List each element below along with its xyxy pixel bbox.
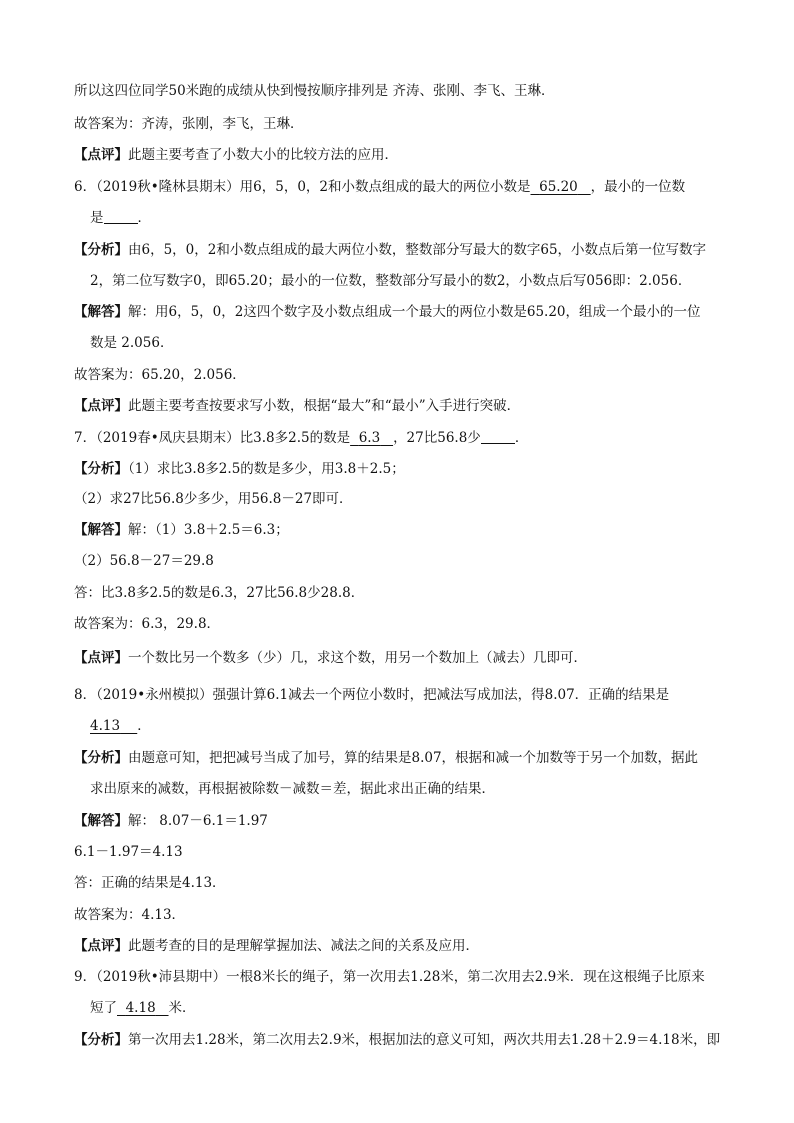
comment-line bbox=[74, 145, 398, 165]
solution-line: 【解答】解：（1）3.8＋2.5＝6.3； bbox=[74, 522, 289, 538]
question-text: 6．（2019秋•隆林县期末）用6，5，0，2和小数点组成的最大的两位小数是 bbox=[74, 179, 531, 195]
question-text: ，最小的一位数 bbox=[590, 179, 686, 195]
text-line: 故答案为：65.20，2.056． bbox=[74, 367, 246, 383]
comment-tag: 【点评】 bbox=[74, 147, 128, 163]
comment-line: 【点评】此题主要考查按要求写小数，根据“最大”和“最小”入手进行突破． bbox=[74, 398, 521, 414]
comment-line: 【点评】一个数比另一个数多（少）几，求这个数，用另一个数加上（减去）几即可． bbox=[74, 650, 587, 666]
question-8-cont: 4.13 ． bbox=[90, 718, 151, 734]
text-line: 答：正确的结果是4.13． bbox=[74, 875, 226, 891]
comment-text: 此题主要考查了小数大小的比较方法的应用． bbox=[128, 147, 398, 163]
comment-line: 【点评】此题考查的目的是理解掌握加法、减法之间的关系及应用． bbox=[74, 938, 479, 954]
text-line: （2）求27比56.8少多少，用56.8－27即可． bbox=[74, 491, 353, 507]
answer-blank: 65.20 bbox=[539, 179, 578, 195]
question-9-cont: 短了 4.18 米． bbox=[90, 1000, 196, 1016]
answer-blank: 6.3 bbox=[358, 430, 381, 446]
solution-tag: 【解答】 bbox=[74, 813, 128, 829]
question-6 bbox=[74, 177, 685, 197]
text-line: 2，第二位写数字0，即65.20；最小的一位数，整数部分写最小的数2，小数点后写056即：2.056． bbox=[90, 273, 692, 289]
question-7: 7．（2019春•凤庆县期末）比3.8多2.5的数是 6.3 ，27比56.8少 ． bbox=[74, 430, 529, 446]
question-9: 9．（2019秋•沛县期中）一根8米长的绳子，第一次用去1.28米，第二次用去2.9米．现在这根绳子比原来 bbox=[74, 969, 705, 985]
text-line: 故答案为：齐涛，张刚，李飞，王琳． bbox=[74, 116, 304, 132]
analysis-line: 【分析】由6，5，0，2和小数点组成的最大两位小数，整数部分写最大的数字65，小数点后第一位写数字 bbox=[74, 242, 707, 258]
text-line: 6.1－1.97＝4.13 bbox=[74, 844, 183, 860]
analysis-tag: 【分析】 bbox=[74, 461, 128, 477]
text-line: 数是 2.056． bbox=[90, 335, 174, 351]
analysis-tag: 【分析】 bbox=[74, 750, 128, 766]
text-line: 故答案为：6.3，29.8． bbox=[74, 616, 221, 632]
comment-tag: 【点评】 bbox=[74, 650, 128, 666]
analysis-tag: 【分析】 bbox=[74, 242, 128, 258]
analysis-line: 【分析】由题意可知，把把减号当成了加号，算的结果是8.07，根据和减一个加数等于另一个加数，据此 bbox=[74, 750, 699, 766]
question-6-cont: 是 ． bbox=[90, 210, 151, 226]
text-line: 求出原来的减数，再根据被除数－减数＝差，据此求出正确的结果． bbox=[90, 781, 495, 797]
analysis-tag: 【分析】 bbox=[74, 1032, 128, 1048]
question-8: 8．（2019•永州模拟）强强计算6.1减去一个两位小数时，把减法写成加法，得8.07．正确的结果是 bbox=[74, 687, 670, 703]
comment-tag: 【点评】 bbox=[74, 398, 128, 414]
text-line: 所以这四位同学50米跑的成绩从快到慢按顺序排列是 齐涛、张刚、李飞、王琳． bbox=[74, 83, 555, 99]
solution-line: 【解答】解：用6，5，0，2这四个数字及小数点组成一个最大的两位小数是65.20，组成一个最小的一位 bbox=[74, 304, 701, 320]
text-line: （2）56.8－27＝29.8 bbox=[74, 553, 214, 569]
answer-blank: 4.18 bbox=[125, 1000, 156, 1016]
solution-line: 【解答】解： 8.07－6.1＝1.97 bbox=[74, 813, 268, 829]
analysis-line: 【分析】（1）求比3.8多2.5的数是多少，用3.8＋2.5； bbox=[74, 461, 405, 477]
solution-tag: 【解答】 bbox=[74, 522, 128, 538]
text-line: 故答案为：4.13． bbox=[74, 907, 186, 923]
analysis-line: 【分析】第一次用去1.28米，第二次用去2.9米，根据加法的意义可知，两次共用去1.28＋2.9＝4.18米，即 bbox=[74, 1032, 721, 1048]
empty-blank bbox=[104, 209, 138, 224]
solution-tag: 【解答】 bbox=[74, 304, 128, 320]
comment-tag: 【点评】 bbox=[74, 938, 128, 954]
text-line: 答：比3.8多2.5的数是6.3，27比56.8少28.8． bbox=[74, 585, 365, 601]
empty-blank bbox=[481, 429, 515, 444]
answer-blank: 4.13 bbox=[90, 718, 121, 734]
